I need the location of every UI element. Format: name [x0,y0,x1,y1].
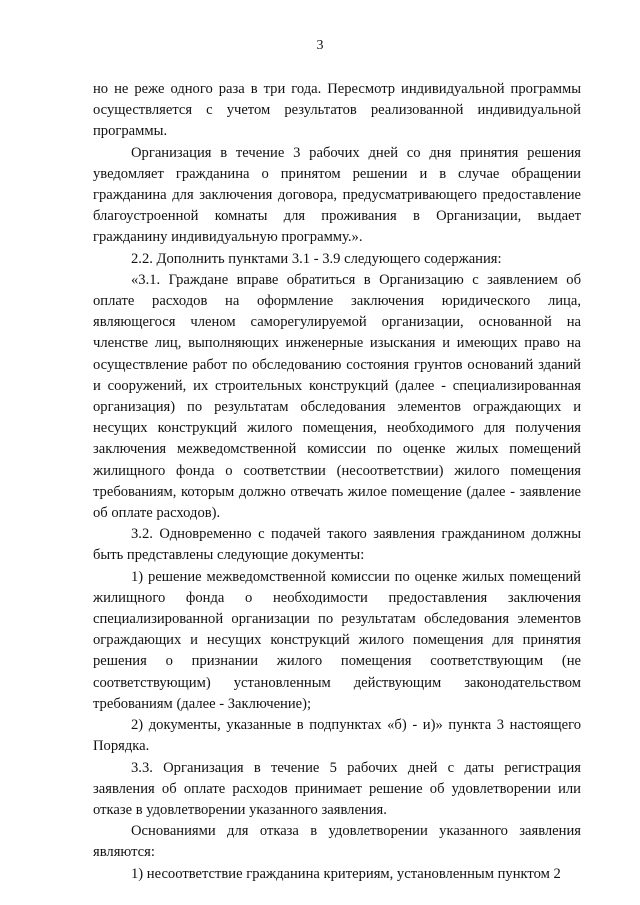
paragraph: 2) документы, указанные в подпунктах «б) - и)» пункта 3 настоящего Порядка. [93,717,581,755]
document-body [93,79,581,885]
page-number: 3 [316,38,324,53]
paragraph: 1) несоответствие гражданина критериям, установленным пунктом 2 [131,865,561,882]
paragraph: Основаниями для отказа в удовлетворении указанного заявления являются: [93,823,581,861]
paragraph: 3.3. Организация в течение 5 рабочих дней с даты регистрация заявления об оплате расходов принимает решение об удовлетворении или отказе в удовлетворении указанного заявления. [93,759,581,818]
paragraph: «3.1. Граждане вправе обратиться в Организацию с заявлением об оплате расходов на оформление заключения юридического лица, являющегося членом саморегулируемой организации, основанной на членстве лиц, выполняющих инженерные изыскания и имеющих право на осуществление работ по обследованию состояния грунтов оснований зданий и сооружений, их строительных конструкций (далее - специализированная организация) по результатам обследования элементов ограждающих и несущих конструкций жилого помещения, необходимого для получения заключения межведомственной комиссии по оценке жилых помещений жилищного фонда о соответствии (несоответствии) жилого помещения требованиям, которым должно отвечать жилое помещение (далее - заявление об оплате расходов). [93,271,581,522]
paragraph: Организация в течение 3 рабочих дней со дня принятия решения уведомляет гражданина о принятом решении и в случае обращении гражданина для заключения договора, предусматривающего предоставление благоустроенной комнаты для проживания в Организации, выдает гражданину индивидуальную программу.». [93,144,581,246]
paragraph: 1) решение межведомственной комиссии по оценке жилых помещений жилищного фонда о необходимости предоставления заключения специализированной организации по результатам обследования элементов ограждающих и несущих конструкций жилого помещения для принятия решения о признании жилого помещения соответствующим (не соответствующим) установленным действующим законодательством требованиям (далее - Заключение); [93,568,581,712]
paragraph: но не реже одного раза в три года. Пересмотр индивидуальной программы осуществляется с учетом результатов реализованной индивидуальной программы. [93,81,581,140]
paragraph: 3.2. Одновременно с подачей такого заявления гражданином должны быть представлены следующие документы: [93,526,581,564]
paragraph: 2.2. Дополнить пунктами 3.1 - 3.9 следующего содержания: [131,250,502,267]
